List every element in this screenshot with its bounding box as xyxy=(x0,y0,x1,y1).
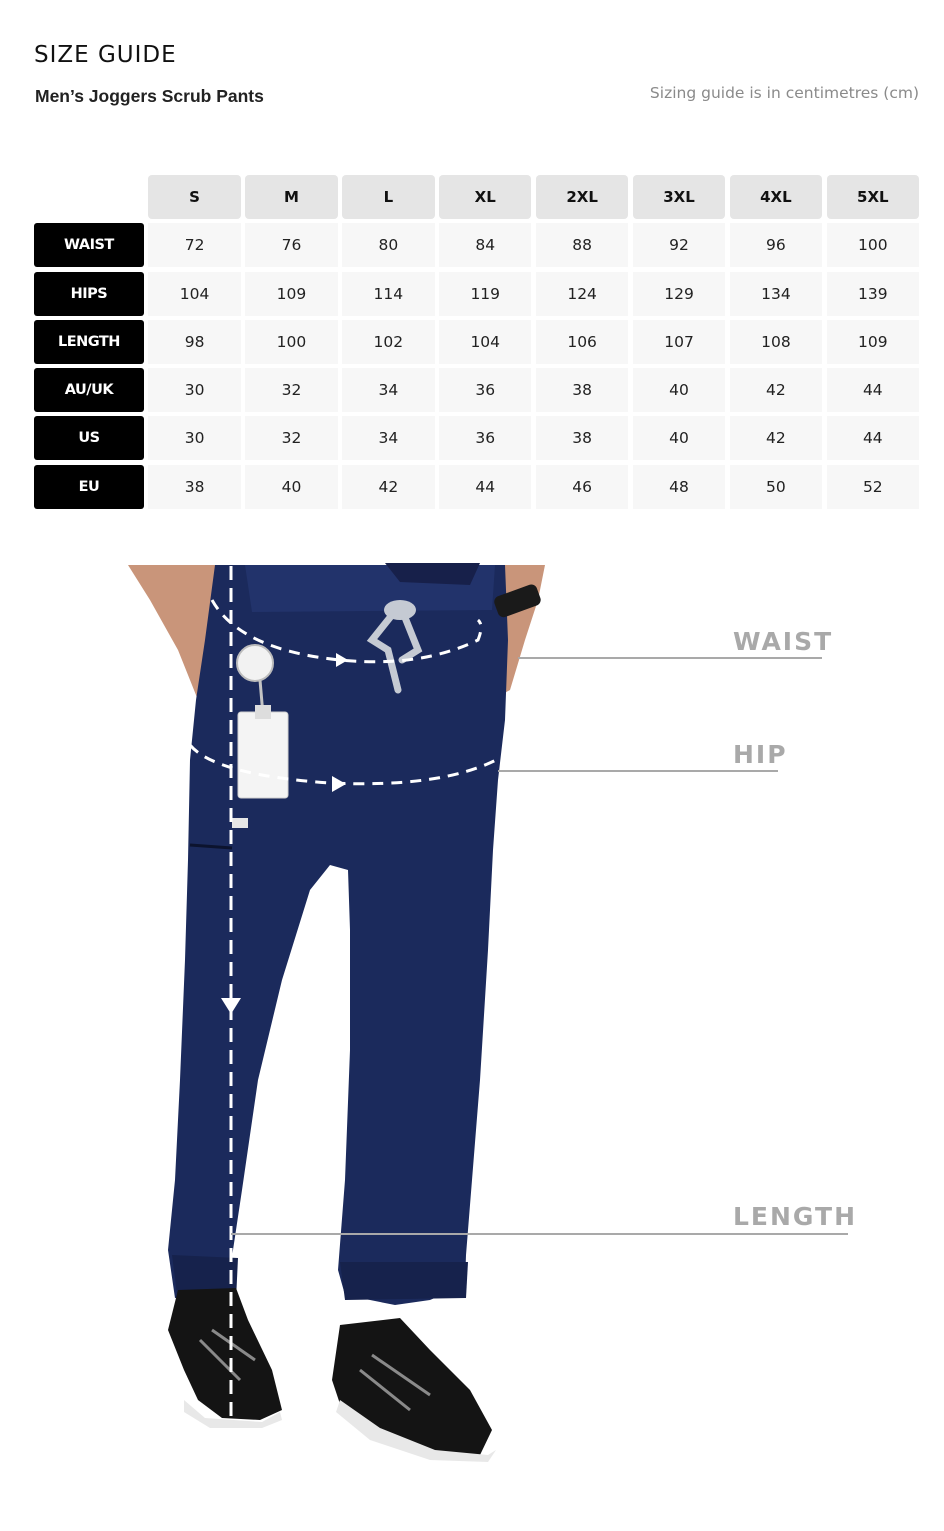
size-header: 4XL xyxy=(730,175,822,219)
table-cell: 44 xyxy=(439,465,531,509)
table-cell: 139 xyxy=(827,272,919,316)
table-cell: 80 xyxy=(342,223,434,267)
table-cell: 109 xyxy=(245,272,337,316)
table-cell: 134 xyxy=(730,272,822,316)
right-shoe xyxy=(332,1318,492,1455)
length-measure-label: LENGTH xyxy=(733,1202,857,1231)
table-cell: 34 xyxy=(342,416,434,460)
row-label: LENGTH xyxy=(34,320,144,364)
waist-measure-label: WAIST xyxy=(733,627,834,656)
pants xyxy=(168,565,508,1305)
row-label: US xyxy=(34,416,144,460)
table-cell: 104 xyxy=(148,272,240,316)
table-cell: 44 xyxy=(827,368,919,412)
table-cell: 100 xyxy=(245,320,337,364)
table-cell: 107 xyxy=(633,320,725,364)
table-cell: 42 xyxy=(730,368,822,412)
size-header: 5XL xyxy=(827,175,919,219)
table-cell: 42 xyxy=(342,465,434,509)
table-cell: 30 xyxy=(148,416,240,460)
table-cell: 124 xyxy=(536,272,628,316)
drawstring-knot xyxy=(384,600,416,620)
table-cell: 92 xyxy=(633,223,725,267)
table-cell: 38 xyxy=(536,416,628,460)
product-subtitle: Men’s Joggers Scrub Pants xyxy=(35,86,264,106)
table-cell: 42 xyxy=(730,416,822,460)
table-cell: 40 xyxy=(633,368,725,412)
size-header: XL xyxy=(439,175,531,219)
row-label: HIPS xyxy=(34,272,144,316)
table-cell: 46 xyxy=(536,465,628,509)
table-cell: 84 xyxy=(439,223,531,267)
table-cell: 34 xyxy=(342,368,434,412)
id-card-icon xyxy=(238,712,288,798)
table-cell: 44 xyxy=(827,416,919,460)
table-cell: 106 xyxy=(536,320,628,364)
table-cell: 108 xyxy=(730,320,822,364)
left-shoe xyxy=(168,1288,282,1420)
hip-measure-label: HIP xyxy=(733,740,788,769)
table-cell: 50 xyxy=(730,465,822,509)
table-cell: 102 xyxy=(342,320,434,364)
table-cell: 36 xyxy=(439,368,531,412)
size-header: 3XL xyxy=(633,175,725,219)
right-cuff xyxy=(340,1262,468,1300)
size-header: 2XL xyxy=(536,175,628,219)
table-cell: 88 xyxy=(536,223,628,267)
table-cell: 40 xyxy=(245,465,337,509)
unit-note: Sizing guide is in centimetres (cm) xyxy=(649,84,919,102)
row-label: EU xyxy=(34,465,144,509)
table-cell: 129 xyxy=(633,272,725,316)
table-cell: 30 xyxy=(148,368,240,412)
size-header: L xyxy=(342,175,434,219)
table-cell: 32 xyxy=(245,416,337,460)
table-cell: 104 xyxy=(439,320,531,364)
row-label: AU/UK xyxy=(34,368,144,412)
table-cell: 100 xyxy=(827,223,919,267)
page-title: SIZE GUIDE xyxy=(34,42,177,68)
table-cell: 38 xyxy=(536,368,628,412)
table-cell: 109 xyxy=(827,320,919,364)
table-cell: 32 xyxy=(245,368,337,412)
table-cell: 72 xyxy=(148,223,240,267)
pocket-tag xyxy=(232,818,248,828)
table-cell: 98 xyxy=(148,320,240,364)
table-cell: 40 xyxy=(633,416,725,460)
table-cell: 76 xyxy=(245,223,337,267)
table-cell: 119 xyxy=(439,272,531,316)
table-cell: 96 xyxy=(730,223,822,267)
size-header: M xyxy=(245,175,337,219)
table-cell: 38 xyxy=(148,465,240,509)
table-cell: 48 xyxy=(633,465,725,509)
table-cell: 36 xyxy=(439,416,531,460)
table-cell: 52 xyxy=(827,465,919,509)
badge-reel-icon xyxy=(237,645,273,681)
table-cell: 114 xyxy=(342,272,434,316)
size-header: S xyxy=(148,175,240,219)
row-label: WAIST xyxy=(34,223,144,267)
